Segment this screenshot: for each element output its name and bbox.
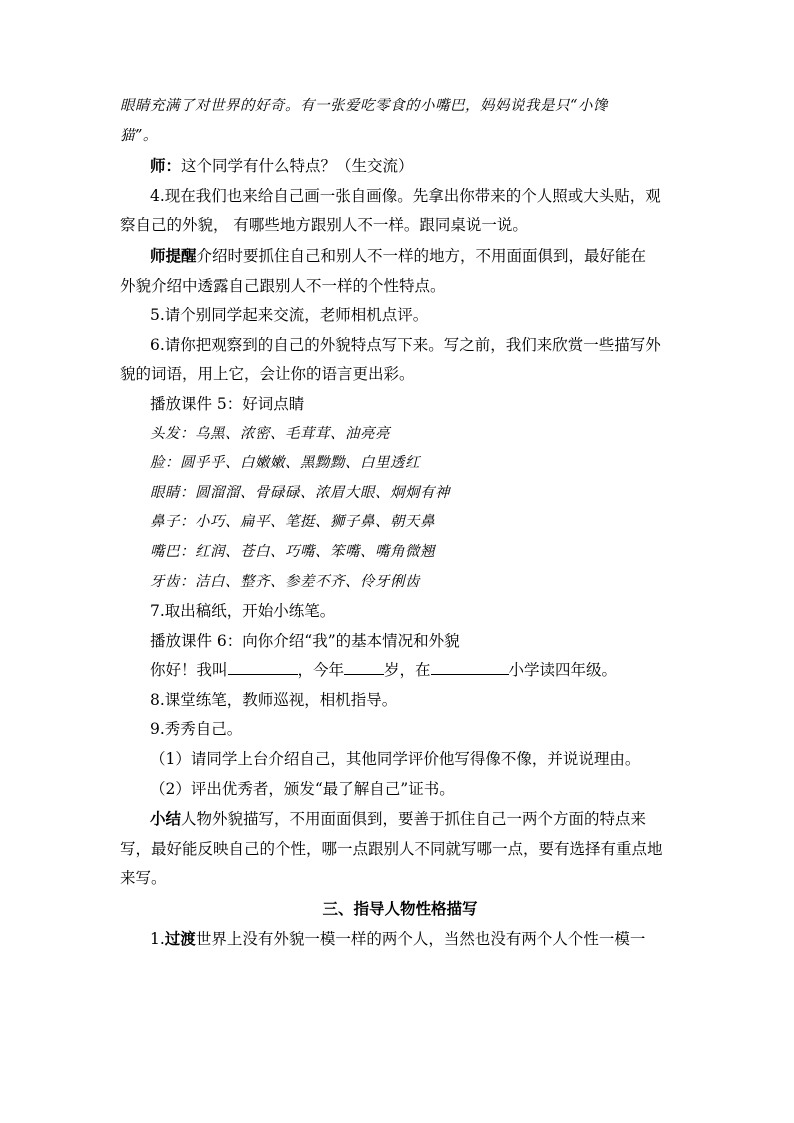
word-list-line: 脸：圆乎乎、白嫩嫩、黑黝黝、白里透红 — [150, 455, 420, 472]
text-span: 岁，在 — [384, 661, 431, 680]
text-line: 写，最好能反映自己的个性，哪一点跟别人不同就写哪一点，要有选择有重点地 — [120, 839, 663, 858]
word-list-line: 头发：乌黑、浓密、毛茸茸、油亮亮 — [150, 425, 390, 442]
summary-label: 小结 — [150, 809, 182, 829]
text-line: 7.取出稿纸，开始小练笔。 — [150, 602, 336, 621]
text-line: 眼睛充满了对世界的好奇。有一张爱吃零食的小嘴巴，妈妈说我是只“小馋 — [120, 98, 608, 114]
fill-in-line — [120, 656, 680, 686]
text-line: 9.秀秀自己。 — [150, 720, 243, 739]
word-list-line: 牙齿：洁白、整齐、参差不齐、伶牙俐齿 — [150, 573, 420, 590]
word-list-line: 鼻子：小巧、扁平、笔挺、狮子鼻、朝天鼻 — [150, 514, 435, 531]
text-line: 来写。 — [120, 869, 167, 888]
text-line: 猫”。 — [120, 127, 158, 144]
text-line — [120, 241, 680, 272]
text-span: 这个同学有什么特点？（生交流） — [181, 157, 414, 176]
text-line: 播放课件 6：向你介绍“我”的基本情况和外貌 — [150, 631, 460, 650]
text-span: 小学读四年级。 — [508, 661, 618, 680]
text-line: 8.课堂练笔，教师巡视，相机指导。 — [150, 690, 398, 709]
text-span: 人物外貌描写，不用面面俱到，要善于抓住自己一两个方面的特点来 — [181, 810, 647, 829]
text-line: 播放课件 5：好词点睛 — [150, 394, 305, 413]
text-line: 外貌介绍中透露自己跟别人不一样的个性特点。 — [120, 276, 446, 295]
text-span: 1. — [150, 929, 165, 948]
school-blank — [431, 659, 509, 675]
text-line: 貌的词语，用上它，会让你的语言更出彩。 — [120, 365, 415, 384]
text-line — [120, 924, 680, 955]
teacher-reminder-label: 师提醒 — [150, 245, 197, 265]
text-line — [120, 151, 680, 182]
text-line: 察自己的外貌， 有哪些地方跟别人不一样。跟同桌说一说。 — [120, 216, 528, 235]
transition-label: 过渡 — [164, 928, 196, 948]
document-page — [120, 92, 680, 954]
word-list-line: 嘴巴：红润、苍白、巧嘴、笨嘴、嘴角微翘 — [150, 543, 435, 560]
text-span: 你好！我叫 — [150, 661, 228, 680]
name-blank — [228, 659, 298, 675]
text-span: 介绍时要抓住自己和别人不一样的地方，不用面面俱到，最好能在 — [196, 246, 647, 265]
text-line — [120, 804, 680, 835]
text-span: ，今年 — [297, 661, 345, 680]
teacher-label: 师： — [150, 156, 182, 176]
text-span: 世界上没有外貌一模一样的两个人，当然也没有两个人个性一模一 — [195, 929, 646, 948]
text-line: （2）评出优秀者，颁发“最了解自己”证书。 — [150, 779, 455, 798]
text-line: 5.请个别同学起来交流，老师相机点评。 — [150, 306, 429, 325]
text-line: （1）请同学上台介绍自己，其他同学评价他写得像不像，并说说理由。 — [150, 750, 641, 769]
text-line: 4.现在我们也来给自己画一张自画像。先拿出你带来的个人照或大头贴，观 — [150, 186, 661, 205]
age-blank — [344, 659, 384, 675]
word-list-line: 眼睛：圆溜溜、骨碌碌、浓眉大眼、炯炯有神 — [150, 484, 450, 501]
text-line: 6.请你把观察到的自己的外貌特点写下来。写之前，我们来欣赏一些描写外 — [150, 335, 661, 354]
section-heading: 三、指导人物性格描写 — [322, 899, 478, 919]
